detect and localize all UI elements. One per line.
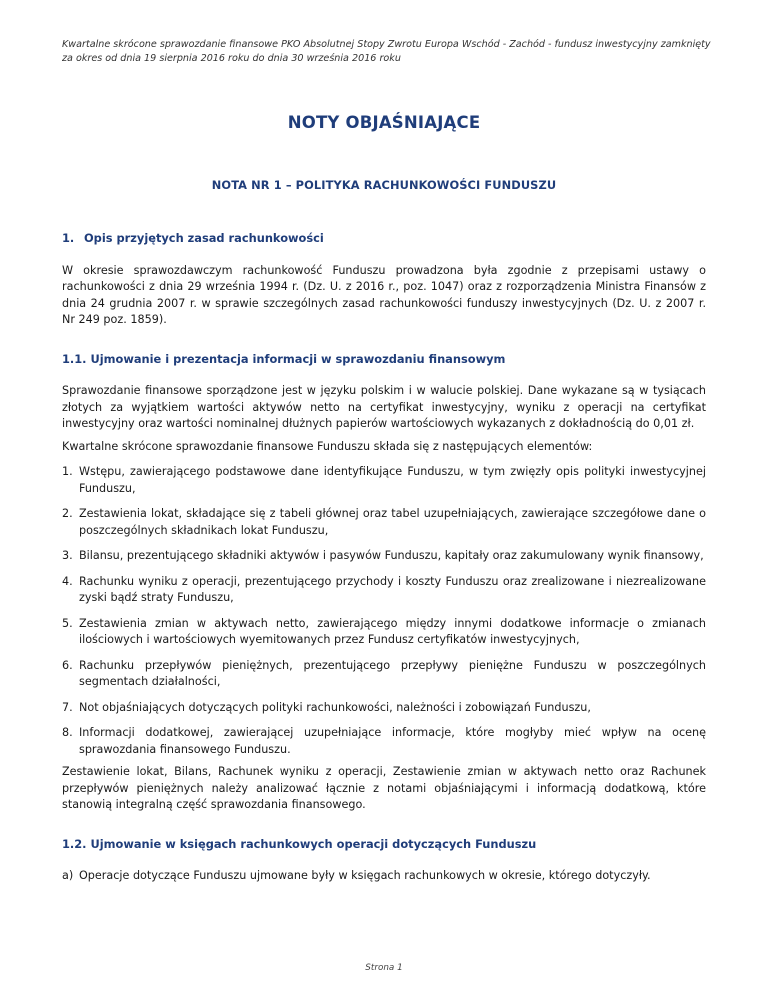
list-item-number: 3.	[62, 549, 73, 562]
list-item-number: 7.	[62, 700, 73, 714]
list-item-text: Rachunku wyniku z operacji, prezentującego przychody i koszty Funduszu oraz zrealizowane i niezrealizowane zyski bądź straty Funduszu,	[79, 574, 706, 604]
section-1-2-heading: 1.2. Ujmowanie w księgach rachunkowych operacji dotyczących Funduszu	[62, 836, 537, 851]
list-item-text: Rachunku przepływów pieniężnych, prezentującego przepływy pieniężne Funduszu w poszczególnych segmentach działalności,	[79, 658, 706, 688]
section-1-heading	[62, 230, 706, 247]
running-header	[62, 38, 722, 65]
list-item-text: Not objaśniających dotyczących polityki rachunkowości, należności i zobowiązań Funduszu,	[79, 700, 591, 714]
list-item-text: Zestawienia lokat, składające się z tabeli głównej oraz tabel uzupełniających, zawierające szczegółowe dane o poszczególnych składnikach lokat Funduszu,	[79, 507, 706, 537]
operations-list	[62, 868, 706, 885]
list-item	[62, 616, 706, 649]
elements-list	[62, 464, 706, 758]
section-1-title: Opis przyjętych zasad rachunkowości	[84, 231, 324, 245]
list-item	[62, 574, 706, 607]
list-item	[62, 464, 706, 497]
section-1-1-paragraph-3: Zestawienie lokat, Bilans, Rachunek wyniku z operacji, Zestawienie zmian w aktywach netto oraz Rachunek przepływów pieniężnych należy analizować łącznie z notami objaśniającymi i informacją dodatkową, które stanowią integralną część sprawozdania finansowego.	[62, 765, 706, 811]
list-item	[62, 700, 706, 717]
list-item-text: Informacji dodatkowej, zawierającej uzupełniające informacje, które mogłyby mieć wpływ na ocenę sprawozdania finansowego Funduszu.	[79, 726, 706, 756]
section-1-number: 1.	[62, 231, 75, 245]
list-item	[62, 548, 706, 565]
list-item-number: 8.	[62, 726, 73, 739]
main-content	[62, 230, 706, 885]
list-item-number: 1.	[62, 465, 73, 478]
list-item-letter: a)	[62, 869, 74, 882]
section-1-1-paragraph-1: Sprawozdanie finansowe sporządzone jest w języku polskim i w walucie polskiej. Dane wykazane są w tysiącach złotych za wyjątkiem wartości aktywów netto na certyfikat inwestycyjny, wyniku z operacji na certyfikat inwestycyjny oraz wartości nominalnej dłużnych papierów wartościowych wykazanych z dokładnością do 0,01 zł.	[62, 384, 706, 430]
list-item	[62, 506, 706, 539]
list-item-number: 6.	[62, 658, 73, 672]
page-number: Strona 1	[365, 963, 403, 973]
section-1-1-heading: 1.1. Ujmowanie i prezentacja informacji w sprawozdaniu finansowym	[62, 351, 506, 366]
list-item-text: Wstępu, zawierającego podstawowe dane identyfikujące Funduszu, w tym zwięzły opis polityki inwestycyjnej Funduszu,	[79, 465, 706, 495]
list-item	[62, 658, 706, 691]
page-title: NOTY OBJAŚNIAJĄCE	[287, 113, 481, 132]
list-item-number: 2.	[62, 507, 73, 520]
header-line-1: Kwartalne skrócone sprawozdanie finansowe PKO Absolutnej Stopy Zwrotu Europa Wschód - Zachód - fundusz inwestycyjny zamknięty	[62, 39, 711, 50]
list-item	[62, 725, 706, 758]
note-title: NOTA NR 1 – POLITYKA RACHUNKOWOŚCI FUNDUSZU	[211, 178, 557, 192]
list-item-text: Bilansu, prezentującego składniki aktywów i pasywów Funduszu, kapitały oraz zakumulowany wynik finansowy,	[79, 549, 704, 562]
header-line-2: za okres od dnia 19 sierpnia 2016 roku do dnia 30 września 2016 roku	[62, 52, 401, 64]
list-item-text: Zestawienia zmian w aktywach netto, zawierającego między innymi dodatkowe informacje o zmianach ilościowych i wartościowych wyemitowanych przez Fundusz certyfikatów inwestycyjnych,	[79, 616, 706, 646]
list-item-number: 4.	[62, 574, 73, 588]
list-item-text: Operacje dotyczące Funduszu ujmowane były w księgach rachunkowych w okresie, którego dotyczyły.	[79, 869, 651, 882]
list-item-number: 5.	[62, 616, 73, 630]
section-1-1-paragraph-2: Kwartalne skrócone sprawozdanie finansowe Funduszu składa się z następujących elementów:	[62, 439, 593, 453]
list-item	[62, 868, 706, 885]
section-1-paragraph: W okresie sprawozdawczym rachunkowość Funduszu prowadzona była zgodnie z przepisami ustawy o rachunkowości z dnia 29 września 1994 r. (Dz. U. z 2016 r., poz. 1047) oraz z rozporządzenia Ministra Finansów z dnia 24 grudnia 2007 r. w sprawie szczególnych zasad rachunkowości funduszy inwestycyjnych (Dz. U. z 2007 r. Nr 249 poz. 1859).	[62, 263, 706, 326]
